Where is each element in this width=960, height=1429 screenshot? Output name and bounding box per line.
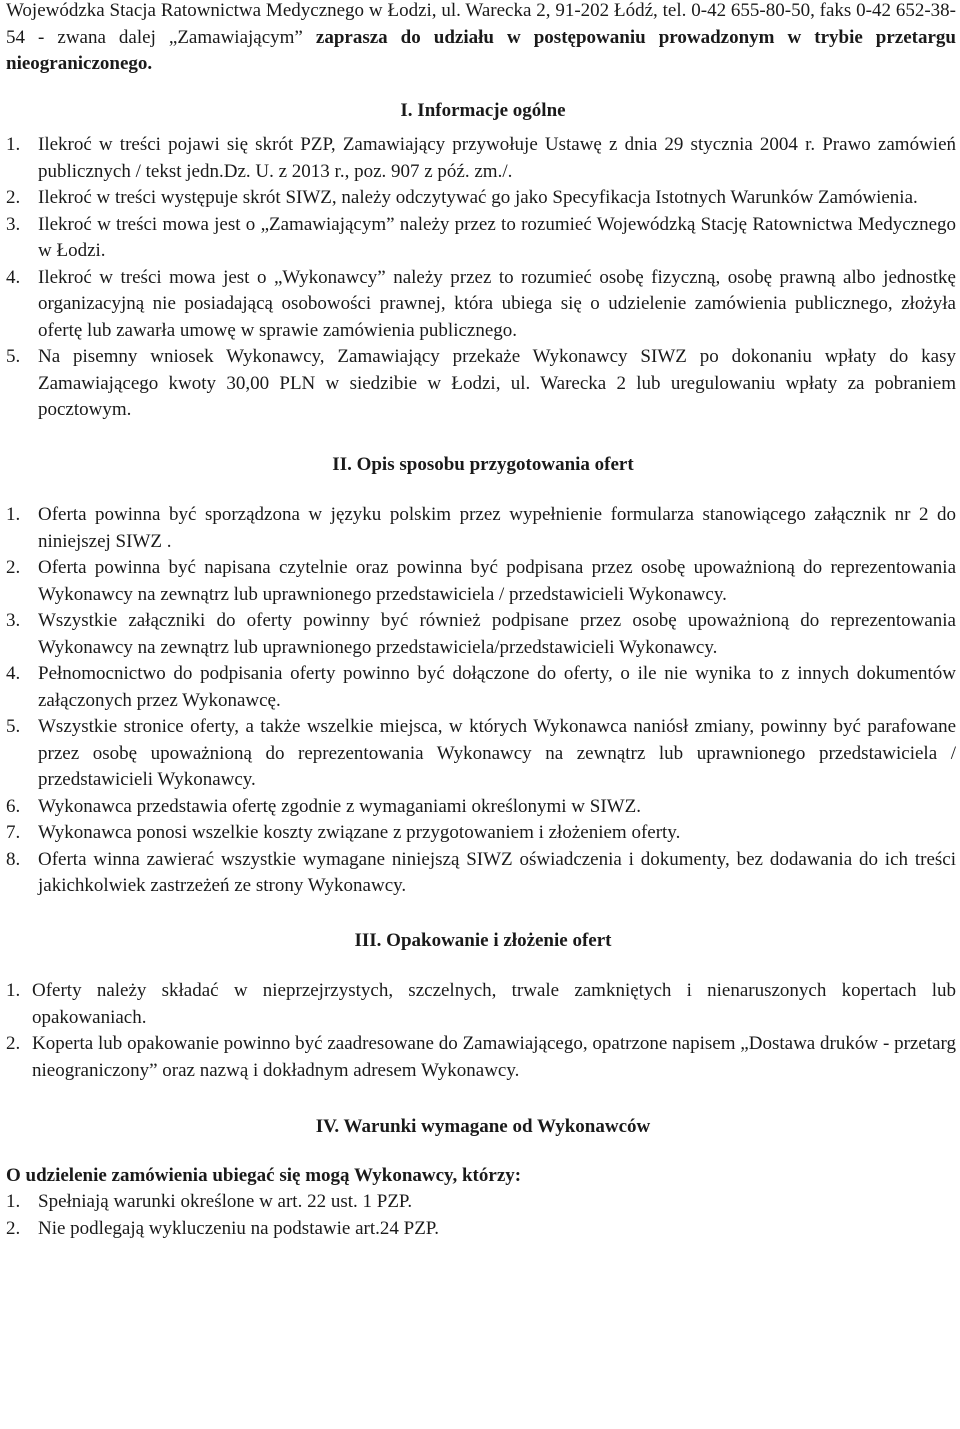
item-number: 5. <box>6 346 21 367</box>
section-1-list <box>6 132 960 424</box>
list-item <box>6 265 960 345</box>
intro-text: Wojewódzka Stacja Ratownictwa Medycznego w Łodzi, ul. Warecka 2, 91-202 Łódź, tel. 0-42 655-80-50, faks 0-42 652-38-54 - zwana dalej „Zamawiającym” <box>6 0 956 48</box>
item-number: 1. <box>6 134 21 155</box>
list-item <box>6 978 960 1031</box>
item-number: 2. <box>6 1033 21 1054</box>
section-4-lead: O udzielenie zamówienia ubiegać się mogą Wykonawcy, którzy: <box>6 1164 522 1186</box>
item-number: 5. <box>6 716 21 737</box>
list-item <box>6 212 960 265</box>
list-item <box>6 185 960 212</box>
item-text: Ilekroć w treści mowa jest o „Wykonawcy” należy przez to rozumieć osobę fizyczną, osobę prawną albo jednostkę organizacyjną nie posiadającą osobowości prawnej, która ubiega się o udzielenie zamówienia publicznego, złożyła ofertę lub zawarła umowę w sprawie zamówienia publicznego. <box>38 266 956 341</box>
list-item <box>6 847 960 900</box>
intro-invitation: zaprasza do udziału w postępowaniu prowadzonym w trybie przetargu nieograniczonego. <box>6 26 956 74</box>
list-item <box>6 1189 960 1216</box>
item-text: Wszystkie stronice oferty, a także wszelkie miejsca, w których Wykonawca naniósł zmiany, powinny być parafowane przez osobę upoważnioną do reprezentowania Wykonawcy na zewnątrz lub uprawnionego przedstawiciela / przedstawicieli Wykonawcy. <box>38 716 956 790</box>
item-text: Ilekroć w treści występuje skrót SIWZ, należy odczytywać go jako Specyfikacja Istotnych Warunków Zamówienia. <box>38 187 918 208</box>
intro-paragraph <box>6 0 960 78</box>
section-1-heading: I. Informacje ogólne <box>400 99 566 121</box>
item-number: 1. <box>6 1191 21 1212</box>
section-2-list <box>6 502 960 900</box>
item-text: Koperta lub opakowanie powinno być zaadresowane do Zamawiającego, opatrzone napisem „Dostawa druków - przetarg nieograniczony” oraz nazwą i dokładnym adresem Wykonawcy. <box>32 1033 956 1081</box>
item-number: 2. <box>6 1217 21 1239</box>
item-text: Na pisemny wniosek Wykonawcy, Zamawiający przekaże Wykonawcy SIWZ po dokonaniu wpłaty do kasy Zamawiającego kwoty 30,00 PLN w siedzibie w Łodzi, ul. Warecka 2 lub uregulowaniu wpłaty za pobraniem pocztowym. <box>38 346 956 420</box>
item-text: Ilekroć w treści pojawi się skrót PZP, Zamawiający przywołuje Ustawę z dnia 29 stycznia 2004 r. Prawo zamówień publicznych / tekst jedn.Dz. U. z 2013 r., poz. 907 z póź. zm./. <box>38 134 956 182</box>
item-text: Pełnomocnictwo do podpisania oferty powinno być dołączone do oferty, o ile nie wynika to z innych dokumentów załączonych przez Wykonawcę. <box>38 663 956 711</box>
list-item <box>6 714 960 794</box>
list-item <box>6 344 960 424</box>
item-number: 8. <box>6 848 21 870</box>
list-item <box>6 1216 960 1243</box>
item-number: 4. <box>6 663 21 684</box>
item-text: Oferta winna zawierać wszystkie wymagane niniejszą SIWZ oświadczenia i dokumenty, bez dodawania do ich treści jakichkolwiek zastrzeżeń ze strony Wykonawcy. <box>38 848 956 896</box>
item-number: 3. <box>6 610 21 631</box>
list-item <box>6 502 960 555</box>
section-4-list <box>6 1189 960 1242</box>
list-item <box>6 794 960 821</box>
item-number: 1. <box>6 980 21 1001</box>
item-text: Oferty należy składać w nieprzejrzystych, szczelnych, trwale zamkniętych i nienaruszonych kopertach lub opakowaniach. <box>32 980 956 1028</box>
list-item <box>6 555 960 608</box>
list-item <box>6 820 960 847</box>
list-item <box>6 661 960 714</box>
item-text: Nie podlegają wykluczeniu na podstawie art.24 PZP. <box>38 1217 440 1239</box>
item-number: 3. <box>6 213 21 235</box>
item-number: 2. <box>6 557 21 578</box>
item-text: Oferta powinna być napisana czytelnie oraz powinna być podpisana przez osobę upoważnioną do reprezentowania Wykonawcy na zewnątrz lub uprawnionego przedstawiciela / przedstawicieli Wykonawcy. <box>38 557 956 605</box>
list-item <box>6 132 960 185</box>
item-number: 2. <box>6 187 21 208</box>
item-number: 7. <box>6 822 21 843</box>
item-text: Ilekroć w treści mowa jest o „Zamawiającym” należy przez to rozumieć Wojewódzką Stację Ratownictwa Medycznego w Łodzi. <box>38 213 956 261</box>
item-text: Oferta powinna być sporządzona w języku polskim przez wypełnienie formularza stanowiącego załącznik nr 2 do niniejszej SIWZ . <box>38 504 956 552</box>
item-text: Spełniają warunki określone w art. 22 ust. 1 PZP. <box>38 1191 413 1212</box>
section-2-heading: II. Opis sposobu przygotowania ofert <box>332 453 634 475</box>
item-number: 6. <box>6 795 21 817</box>
list-item <box>6 608 960 661</box>
item-text: Wszystkie załączniki do oferty powinny być również podpisane przez osobę upoważnioną do reprezentowania Wykonawcy na zewnątrz lub uprawnionego przedstawiciela/przedstawicieli Wykonawcy. <box>38 610 956 658</box>
section-3-list <box>6 978 960 1084</box>
item-number: 4. <box>6 266 21 288</box>
section-3-heading: III. Opakowanie i złożenie ofert <box>354 929 612 951</box>
list-item <box>6 1031 960 1084</box>
section-4-heading: IV. Warunki wymagane od Wykonawców <box>315 1116 651 1137</box>
item-text: Wykonawca ponosi wszelkie koszty związane z przygotowaniem i złożeniem oferty. <box>38 822 681 843</box>
item-number: 1. <box>6 504 21 525</box>
item-text: Wykonawca przedstawia ofertę zgodnie z wymaganiami określonymi w SIWZ. <box>38 795 641 817</box>
